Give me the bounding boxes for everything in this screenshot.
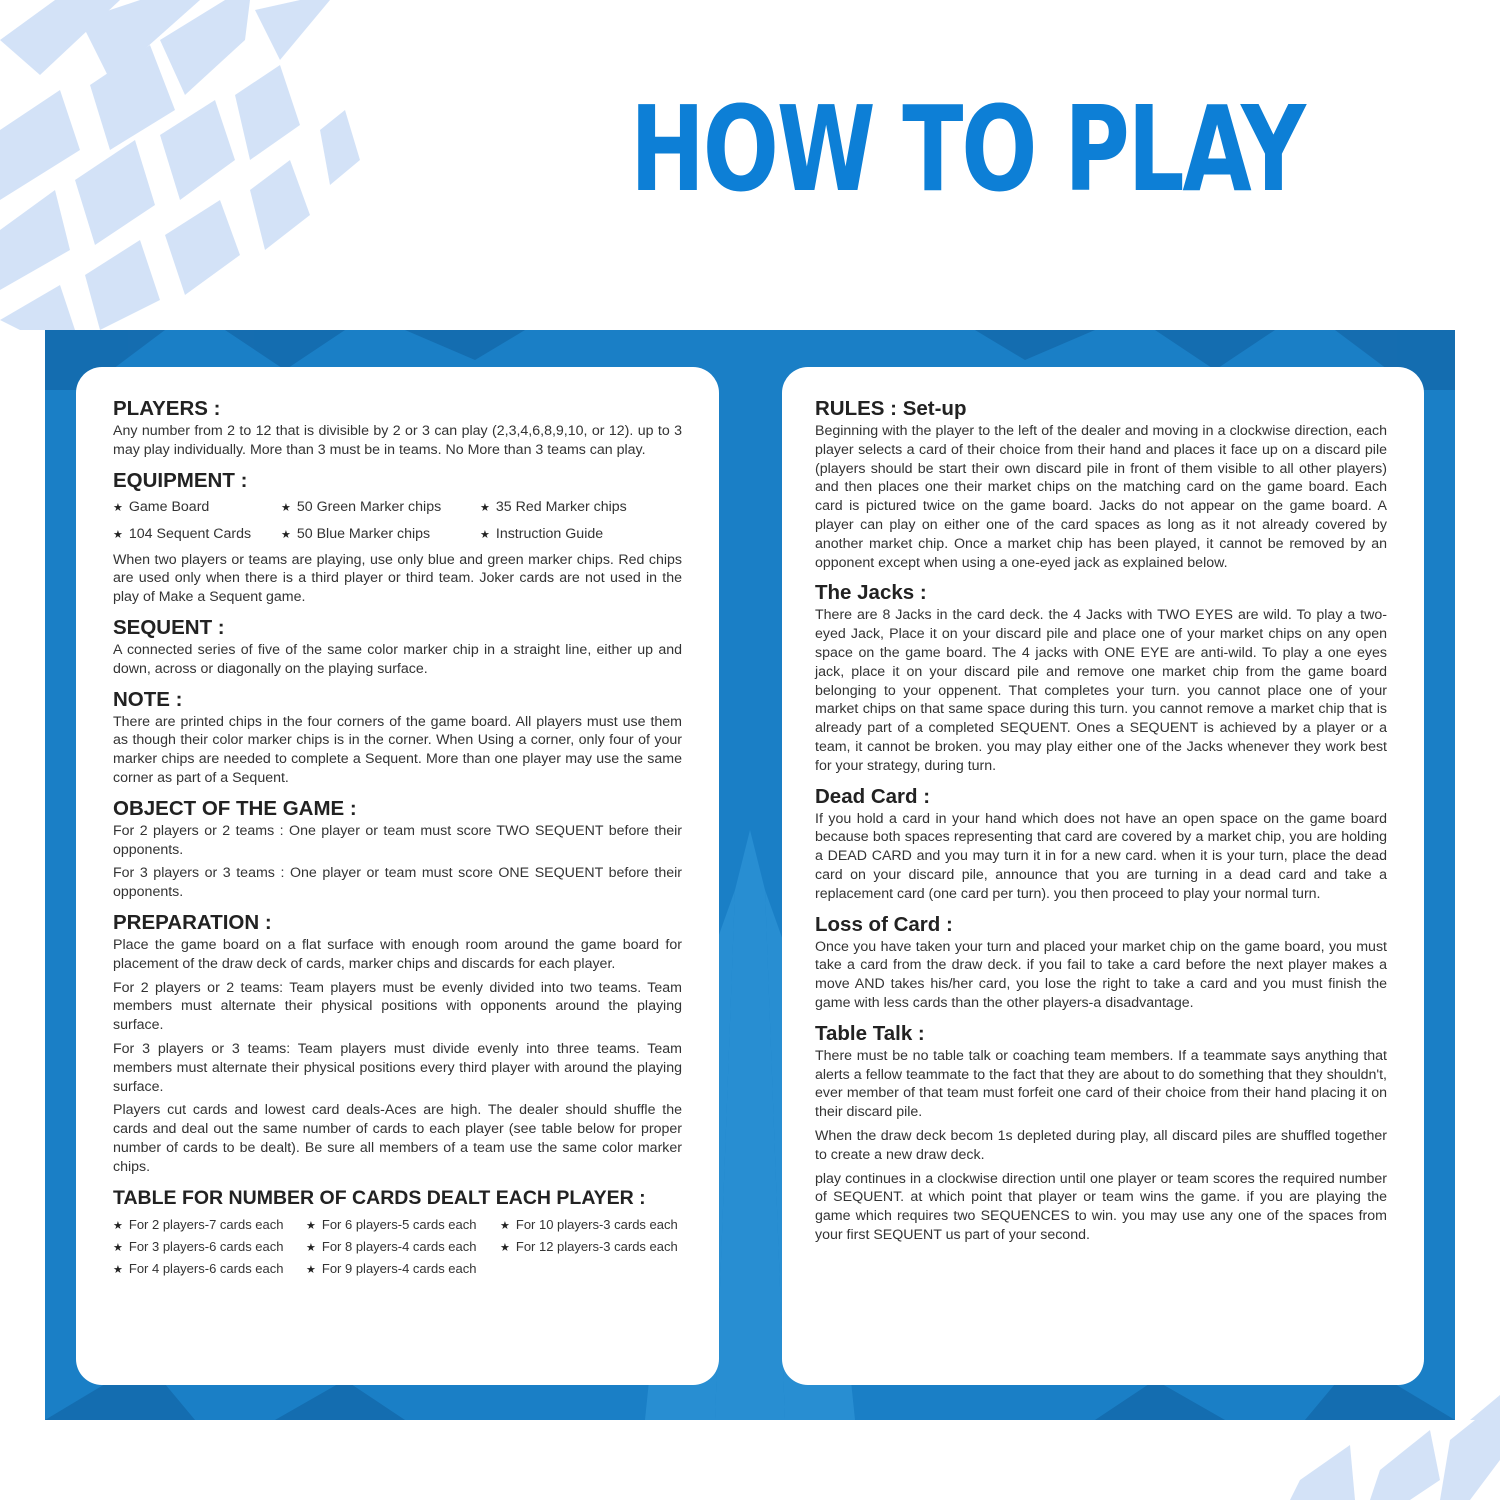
left-panel bbox=[76, 367, 719, 1385]
table-talk-text-1: There must be no table talk or coaching team members. If a teammate says anything that alerts a fellow teammate to the fact that they are about to do something that they shouldn't, ever member of that team must forfeit one card of their choice from their hand placing it on their discard pile. bbox=[815, 1047, 1387, 1121]
star-icon: ★ bbox=[306, 1263, 316, 1276]
table-talk-text-2: When the draw deck becom 1s depleted during play, all discard piles are shuffled together to create a new draw deck. bbox=[815, 1127, 1387, 1163]
star-icon: ★ bbox=[480, 501, 490, 514]
table-item: ★ For 9 players-4 cards each bbox=[306, 1260, 477, 1276]
preparation-heading: PREPARATION : bbox=[113, 910, 272, 934]
table-item: ★ For 10 players-3 cards each bbox=[500, 1216, 678, 1232]
loss-of-card-heading: Loss of Card : bbox=[815, 912, 953, 936]
preparation-text-3: For 3 players or 3 teams: Team players must divide evenly into three teams. Team members must alternate their physical positions every third player with around the playing surface. bbox=[113, 1040, 682, 1095]
note-heading: NOTE : bbox=[113, 687, 183, 711]
loss-of-card-text: Once you have taken your turn and placed your market chip on the game board, you must take a card from the draw deck. if you fail to take a card before the next player makes a move AND takes his/her card, you lose the right to take a card and you must finish the game with less cards than the other players-a disadvantage. bbox=[815, 938, 1387, 1011]
table-talk-heading: Table Talk : bbox=[815, 1021, 925, 1045]
table-item: ★ For 3 players-6 cards each bbox=[113, 1238, 284, 1254]
star-icon: ★ bbox=[306, 1241, 316, 1254]
star-icon: ★ bbox=[113, 528, 123, 541]
table-item: ★ For 6 players-5 cards each bbox=[306, 1216, 477, 1232]
equipment-heading: EQUIPMENT : bbox=[113, 468, 248, 492]
setup-heading: RULES : Set-up bbox=[815, 397, 967, 420]
table-item: ★ For 2 players-7 cards each bbox=[113, 1216, 284, 1232]
cards-table bbox=[113, 1216, 682, 1279]
object-text-3-players: For 3 players or 3 teams : One player or team must score ONE SEQUENT before their opponents. bbox=[113, 865, 682, 901]
dead-card-heading: Dead Card : bbox=[815, 784, 931, 808]
star-icon: ★ bbox=[113, 1241, 123, 1254]
equipment-list bbox=[113, 497, 682, 545]
equipment-item: ★ Game Board bbox=[113, 498, 210, 515]
sequent-heading: SEQUENT : bbox=[113, 615, 225, 639]
star-icon: ★ bbox=[500, 1241, 510, 1254]
right-panel bbox=[782, 367, 1424, 1385]
equipment-text: When two players or teams are playing, use only blue and green marker chips. Red chips are used only when there is a third player or third team. Joker cards are not used in the play of Make a Sequent game. bbox=[113, 551, 682, 606]
star-icon: ★ bbox=[113, 1263, 123, 1276]
table-talk-text-3: play continues in a clockwise direction until one player or team scores the required number of SEQUENT. at which point that player or team wins the game. if you are playing the game which requires two SEQUENCES to win. you may use any one of the spaces from your first SEQUENT us part of your second. bbox=[815, 1170, 1387, 1243]
star-icon: ★ bbox=[113, 501, 123, 514]
cards-table-heading: TABLE FOR NUMBER OF CARDS DEALT EACH PLAYER : bbox=[113, 1186, 646, 1209]
object-heading: OBJECT OF THE GAME : bbox=[113, 796, 357, 820]
equipment-item: ★ 50 Blue Marker chips bbox=[281, 525, 431, 542]
object-text-2-players: For 2 players or 2 teams : One player or team must score TWO SEQUENT before their opponents. bbox=[113, 822, 682, 858]
sequent-text: A connected series of five of the same color marker chip in a straight line, either up and down, across or diagonally on the playing surface. bbox=[113, 641, 682, 677]
preparation-text-1: Place the game board on a flat surface with enough room around the game board for placement of the draw deck of cards, marker chips and discards for each player. bbox=[113, 936, 682, 972]
star-icon: ★ bbox=[500, 1219, 510, 1232]
jacks-heading: The Jacks : bbox=[815, 581, 927, 605]
preparation-text-2: For 2 players or 2 teams: Team players must be evenly divided into two teams. Team members must alternate their physical positions with opponents around the playing surface. bbox=[113, 979, 682, 1034]
star-icon: ★ bbox=[480, 528, 490, 541]
page-title: HOW TO PLAY bbox=[630, 80, 1304, 218]
jacks-text: There are 8 Jacks in the card deck. the 4 Jacks with TWO EYES are wild. To play a two-eyed Jack, Place it on your discard pile and place one of your market chips on any open space on the game board. The 4 jacks with ONE EYE are anti-wild. To play a one eyes jack, place it on your discard pile and remove one market chip from the game board belonging to your oppenent. That completes your turn. you cannot place one of your market chips on that same space during this turn. you cannot remove a market chip that is already part of a completed SEQUENT. Ones a SEQUENT is achieved by a player or a team, it cannot be broken. you may play either one of the Jacks whenever they work best for your strategy, during turn. bbox=[815, 607, 1387, 774]
equipment-item: ★ 50 Green Marker chips bbox=[281, 498, 442, 515]
note-text: There are printed chips in the four corners of the game board. All players must use them as though their color marker chips is in the corner. When Using a corner, only four of your marker chips are needed to complete a Sequent. More than one player may use the same corner as part of a Sequent. bbox=[113, 713, 682, 786]
table-item: ★ For 12 players-3 cards each bbox=[500, 1238, 678, 1254]
equipment-item: ★ Instruction Guide bbox=[480, 525, 604, 542]
star-icon: ★ bbox=[306, 1219, 316, 1232]
instruction-board bbox=[45, 330, 1455, 1420]
dead-card-text: If you hold a card in your hand which does not have an open space on the game board because both spaces representing that card are covered by a market chip, you are holding a DEAD CARD and you may turn it in for a new card. when it is your turn, place the dead card on your discard pile, announce that you are turning in a dead card and take a replacement card (one card per turn). you then proceed to play your normal turn. bbox=[815, 810, 1387, 902]
table-item: ★ For 8 players-4 cards each bbox=[306, 1238, 477, 1254]
players-heading: PLAYERS : bbox=[113, 397, 221, 420]
setup-text: Beginning with the player to the left of the dealer and moving in a clockwise direction, each player selects a card of their choice from their hand and places it face up on a discard pile (players should be start their own discard pile in front of them visible to all other players) and then places one their market chips on the matching card on the game board. Each card is pictured twice on the game board. Jacks do not appear on the game board. A player can play on either one of the card spaces as long as it not already covered by another market chip. Once a market chip has been played, it cannot be removed by an opponent except when using a one-eyed jack as explained below. bbox=[815, 423, 1387, 571]
table-item: ★ For 4 players-6 cards each bbox=[113, 1260, 284, 1276]
star-icon: ★ bbox=[113, 1219, 123, 1232]
star-icon: ★ bbox=[281, 528, 291, 541]
star-icon: ★ bbox=[281, 501, 291, 514]
players-text: Any number from 2 to 12 that is divisible by 2 or 3 can play (2,3,4,6,8,9,10, or 12). up to 3 may play individually. More than 3 must be in teams. No More than 3 teams can play. bbox=[113, 423, 682, 458]
preparation-text-4: Players cut cards and lowest card deals-Aces are high. The dealer should shuffle the cards and deal out the same number of cards to each player (see table below for proper number of cards to be dealt). Be sure all members of a team use the same color marker chips. bbox=[113, 1102, 682, 1175]
equipment-item: ★ 104 Sequent Cards bbox=[113, 525, 252, 542]
equipment-item: ★ 35 Red Marker chips bbox=[480, 498, 627, 515]
